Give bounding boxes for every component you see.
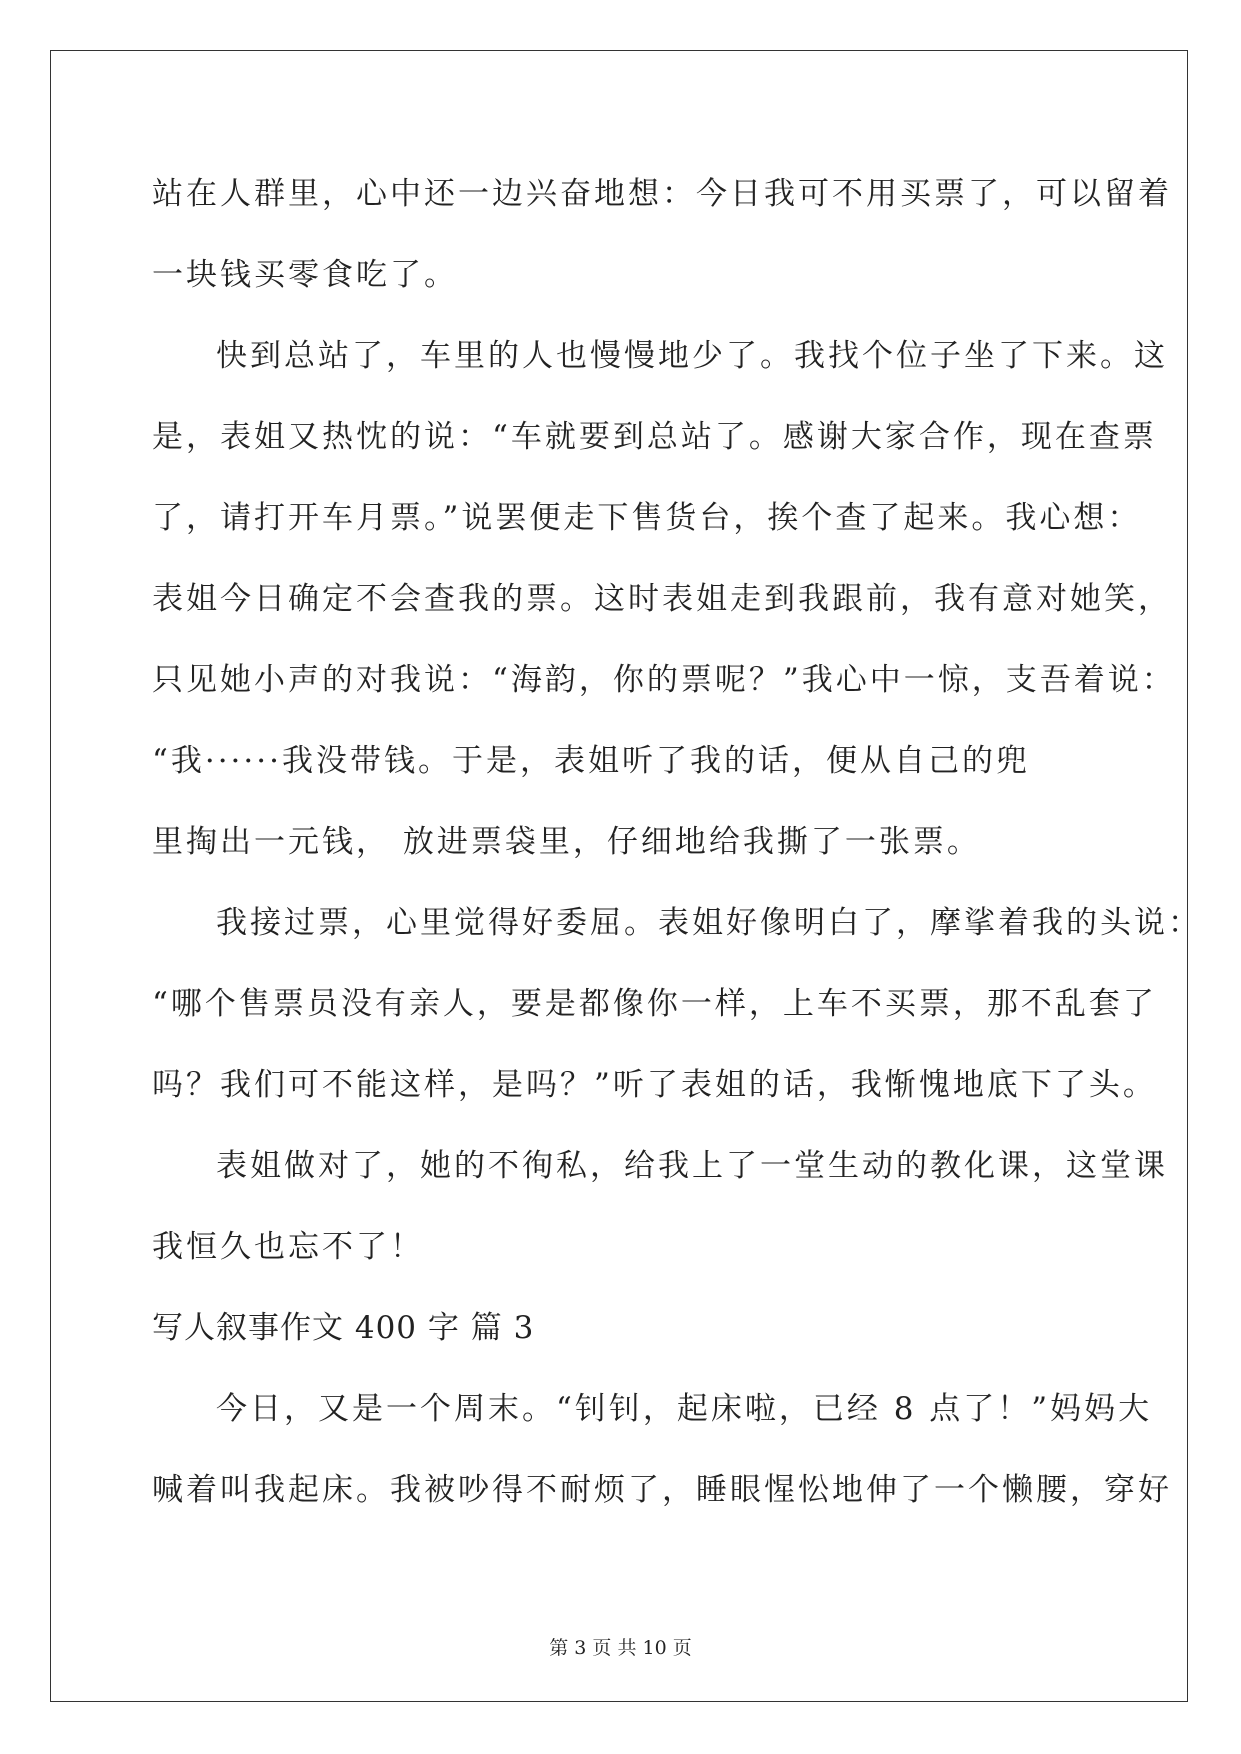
text-line: “哪个售票员没有亲人，要是都像你一样，上车不买票，那不乱套了: [152, 986, 1157, 1022]
text-line: 站在人群里，心中还一边兴奋地想：今日我可不用买票了，可以留着: [152, 176, 1172, 212]
text-line: 我恒久也忘不了！: [152, 1229, 424, 1265]
text-line: 喊着叫我起床。我被吵得不耐烦了，睡眼惺忪地伸了一个懒腰，穿好: [152, 1472, 1172, 1508]
text-line: 吗？我们可不能这样，是吗？”听了表姐的话，我惭愧地底下了头。: [152, 1067, 1157, 1103]
page-number-footer: 第 3 页 共 10 页: [549, 1637, 692, 1659]
text-line: 今日，又是一个周末。“钊钊，起床啦，已经 8 点了！”妈妈大: [216, 1391, 1153, 1427]
text-line: 快到总站了，车里的人也慢慢地少了。我找个位子坐了下来。这: [216, 338, 1168, 374]
text-line: “我······我没带钱。于是，表姐听了我的话，便从自己的兜: [152, 743, 1030, 779]
text-line: 了，请打开车月票。”说罢便走下售货台，挨个查了起来。我心想：: [152, 500, 1142, 536]
text-line: 表姐今日确定不会查我的票。这时表姐走到我跟前，我有意对她笑，: [152, 581, 1172, 617]
text-line: 只见她小声的对我说：“海韵，你的票呢？”我心中一惊，支吾着说：: [152, 662, 1176, 698]
text-line: 我接过票，心里觉得好委屈。表姐好像明白了，摩挲着我的头说：: [216, 905, 1202, 941]
text-line: 一块钱买零食吃了。: [152, 257, 458, 293]
text-line: 是，表姐又热忱的说：“车就要到总站了。感谢大家合作，现在查票: [152, 419, 1157, 455]
text-line: 里掏出一元钱， 放进票袋里，仔细地给我撕了一张票。: [152, 824, 981, 860]
document-body: [152, 154, 1202, 1531]
text-line: 表姐做对了，她的不徇私，给我上了一堂生动的教化课，这堂课: [216, 1148, 1168, 1184]
section-heading: 写人叙事作文 400 字 篇 3: [152, 1310, 535, 1346]
